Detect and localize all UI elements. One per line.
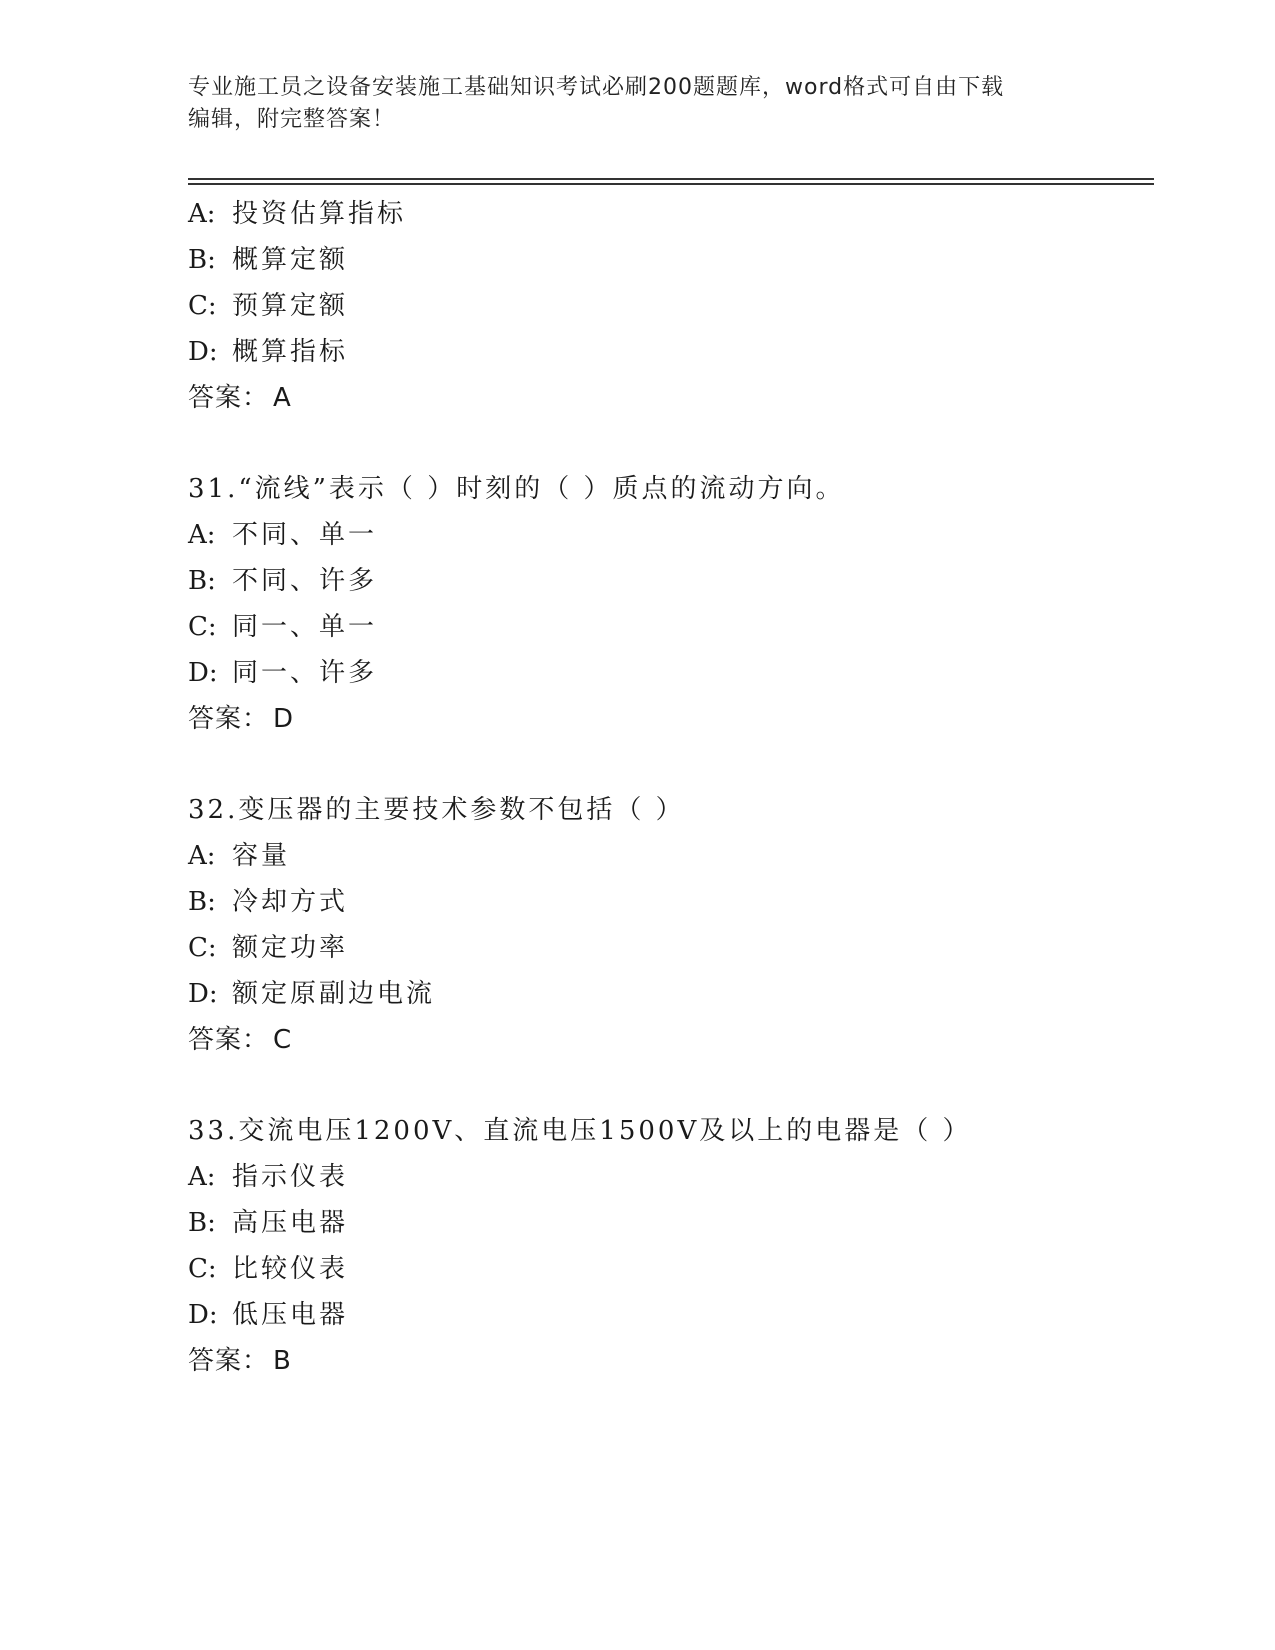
- option-d: [188, 329, 1148, 375]
- option-d: [188, 1292, 1148, 1338]
- option-text: 比较仪表: [232, 1254, 349, 1284]
- option-letter: C:: [188, 1254, 217, 1284]
- option-text: 额定功率: [232, 933, 349, 963]
- option-d: [188, 971, 1148, 1017]
- question-text: 31.“流线”表示（ ）时刻的（ ）质点的流动方向。: [188, 474, 845, 504]
- option-text: 不同、单一: [232, 520, 378, 550]
- answer-label: 答案：: [188, 1346, 270, 1376]
- document-header: [188, 72, 1068, 136]
- answer-line: [188, 696, 1148, 742]
- option-c: [188, 283, 1148, 329]
- option-a: [188, 191, 1148, 237]
- answer-label: 答案：: [188, 383, 270, 413]
- option-text: 冷却方式: [232, 887, 349, 917]
- option-letter: D:: [188, 337, 218, 367]
- option-letter: D:: [188, 979, 218, 1009]
- option-a: [188, 512, 1148, 558]
- question-text: 32.变压器的主要技术参数不包括（ ）: [188, 795, 685, 825]
- option-text: 不同、许多: [232, 566, 378, 596]
- option-text: 概算定额: [232, 245, 349, 275]
- option-letter: A:: [188, 1162, 216, 1192]
- option-b: [188, 1200, 1148, 1246]
- option-text: 指示仪表: [232, 1162, 349, 1192]
- option-b: [188, 558, 1148, 604]
- header-line-1: 专业施工员之设备安装施工基础知识考试必刷200题题库，word格式可自由下载: [188, 75, 1005, 100]
- header-line-2: 编辑，附完整答案！: [188, 107, 396, 132]
- answer-label: 答案：: [188, 1025, 270, 1055]
- header-divider-top: [188, 178, 1154, 180]
- option-letter: A:: [188, 841, 216, 871]
- option-b: [188, 879, 1148, 925]
- option-letter: B:: [188, 887, 216, 917]
- header-divider-bottom: [188, 183, 1154, 185]
- question-block-32: [188, 787, 1148, 1063]
- option-text: 同一、单一: [232, 612, 378, 642]
- option-text: 容量: [232, 841, 291, 871]
- question-block-33: [188, 1108, 1148, 1384]
- option-letter: C:: [188, 933, 217, 963]
- option-text: 低压电器: [232, 1300, 349, 1330]
- option-c: [188, 925, 1148, 971]
- answer-line: [188, 375, 1148, 421]
- option-text: 额定原副边电流: [232, 979, 436, 1009]
- option-d: [188, 650, 1148, 696]
- option-a: [188, 1154, 1148, 1200]
- option-letter: B:: [188, 1208, 216, 1238]
- answer-value: A: [273, 383, 292, 413]
- option-text: 高压电器: [232, 1208, 349, 1238]
- option-letter: C:: [188, 612, 217, 642]
- question-text: 33.交流电压1200V、直流电压1500V及以上的电器是（ ）: [188, 1116, 972, 1146]
- option-letter: B:: [188, 245, 216, 275]
- option-letter: A:: [188, 199, 216, 229]
- option-letter: C:: [188, 291, 217, 321]
- option-a: [188, 833, 1148, 879]
- option-text: 同一、许多: [232, 658, 378, 688]
- option-c: [188, 1246, 1148, 1292]
- option-b: [188, 237, 1148, 283]
- option-letter: D:: [188, 658, 218, 688]
- answer-value: C: [273, 1025, 293, 1055]
- answer-value: D: [273, 704, 295, 734]
- question-block-30: [188, 191, 1148, 421]
- option-letter: D:: [188, 1300, 218, 1330]
- answer-label: 答案：: [188, 704, 270, 734]
- option-letter: B:: [188, 566, 216, 596]
- answer-line: [188, 1338, 1148, 1384]
- answer-value: B: [273, 1346, 292, 1376]
- option-text: 投资估算指标: [232, 199, 407, 229]
- option-c: [188, 604, 1148, 650]
- option-text: 预算定额: [232, 291, 349, 321]
- answer-line: [188, 1017, 1148, 1063]
- option-letter: A:: [188, 520, 216, 550]
- question-list: [188, 191, 1148, 1384]
- option-text: 概算指标: [232, 337, 349, 367]
- question-block-31: [188, 466, 1148, 742]
